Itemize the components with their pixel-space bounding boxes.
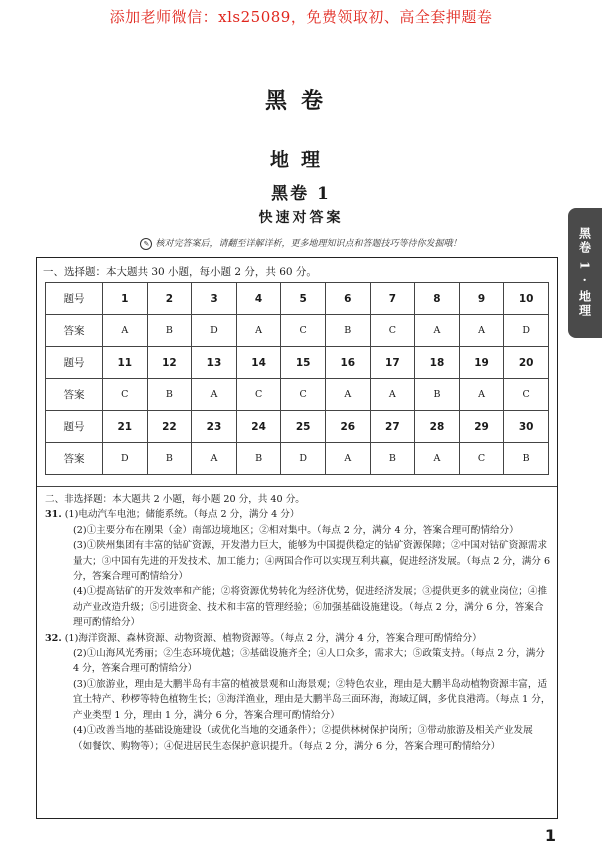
question-number-cell: 8 [415,283,460,315]
answer-cell: B [236,443,281,475]
answer-row [46,379,549,411]
page-number: 1 [544,826,556,845]
answer-cell: C [281,315,326,347]
question-number-row [46,411,549,443]
answer-cell: A [192,379,237,411]
notice [0,236,602,250]
section2-heading: 二、非选择题：本大题共 2 小题，每小题 20 分，共 40 分。 [45,494,305,505]
subtitle: 快速对答案 [258,210,344,226]
answer-cell: C [236,379,281,411]
q32-part2: (2)①山海风光秀丽；②生态环境优越；③基础设施齐全；④人口众多，需求大；⑤政策支持。（每点 2 分，满分 4 分，答案合理可酌情给分） [73,648,545,675]
pencil-icon: ✎ [140,238,152,250]
answer-cell: A [236,315,281,347]
question-number-cell: 29 [459,411,504,443]
answer-cell: B [147,443,192,475]
answer-table [45,282,549,475]
question-number-row [46,347,549,379]
q32-part1: 32. (1)海洋资源、森林资源、动物资源、植物资源等。（每点 2 分，满分 4 分，答案合理可酌情给分） [45,632,482,644]
notice-text: 核对完答案后，请翻至详解详析，更多地理知识点和答题技巧等待你发掘哦！ [155,239,462,249]
q31-part1: 31. (1)电动汽车电池；储能系统。（每点 2 分，满分 4 分） [45,509,300,521]
question-number-cell: 28 [415,411,460,443]
answer-cell: C [370,315,415,347]
q31-part3: (3)①陕州集团有丰富的钴矿资源，开发潜力巨大，能够为中国提供稳定的钴矿资源保障；②中国对钴矿资源需求量大；③中国有先进的开发技术、加工能力；④两国合作可以实现互利共赢，促进经济发展。（每点 2 分，满分 6 分，答案合理可酌情给分） [73,540,551,583]
q31-number: 31. [45,509,62,521]
q32-number: 32. [45,632,62,644]
answer-cell: D [103,443,148,475]
answer-cell: B [147,315,192,347]
divider [37,486,557,487]
question-number-cell: 14 [236,347,281,379]
question-number-cell: 7 [370,283,415,315]
answer-cell: C [504,379,549,411]
question-number-cell: 26 [325,411,370,443]
question-number-cell: 2 [147,283,192,315]
question-number-cell: 13 [192,347,237,379]
question-number-cell: 24 [236,411,281,443]
question-number-cell: 11 [103,347,148,379]
answer-row [46,443,549,475]
question-number-row [46,283,549,315]
q31-part4: (4)①提高钴矿的开发效率和产能；②将资源优势转化为经济优势，促进经济发展；③提供更多的就业岗位；④推动产业改造升级；⑤引进资金、技术和丰富的管理经验；⑥加强基础设施建设。（每点 2 分，满分 6 分，答案合理可酌情给分） [73,586,548,629]
question-number-cell: 21 [103,411,148,443]
question-number-cell: 15 [281,347,326,379]
answer-cell: A [370,379,415,411]
question-number-cell: 10 [504,283,549,315]
answer-box [36,257,558,819]
page-title: 黑卷 [264,88,337,114]
answer-cell: C [459,443,504,475]
promo-banner: 添加老师微信：xls25089，免费领取初、高全套押题卷 [109,8,493,26]
question-number-label: 题号 [46,411,103,443]
question-number-cell: 16 [325,347,370,379]
question-number-label: 题号 [46,283,103,315]
question-number-cell: 27 [370,411,415,443]
answer-cell: A [415,315,460,347]
answer-cell: A [103,315,148,347]
side-tab: 黑卷 1 · 地理 [568,208,602,338]
question-number-cell: 12 [147,347,192,379]
question-number-cell: 22 [147,411,192,443]
answer-cell: A [415,443,460,475]
answer-cell: C [103,379,148,411]
volume-title: 黑卷 1 [271,184,331,204]
q32-part3: (3)①旅游业，理由是大鹏半岛有丰富的植被景观和山海景观；②特色农业，理由是大鹏半岛动植物资源丰富，适宜土特产、秒椤等特色植物生长；③海洋渔业，理由是大鹏半岛三面环海，海域辽阔，多优良港湾。（每点 1 分，产业类型 1 分，理由 1 分，满分 6 分，答案合理可酌情给分） [73,678,551,721]
question-number-cell: 3 [192,283,237,315]
question-number-cell: 23 [192,411,237,443]
q32-part4: (4)①改善当地的基础设施建设（或优化当地的交通条件）；②提供林树保护岗所；③带动旅游及相关产业发展（如餐饮、购物等）；④促进居民生态保护意识提升。（每点 2 分，满分 6 分，答案合理可酌情给分） [73,725,533,752]
question-number-cell: 18 [415,347,460,379]
answer-cell: C [281,379,326,411]
answer-cell: B [325,315,370,347]
question-number-cell: 4 [236,283,281,315]
section1-heading: 一、选择题：本大题共 30 小题，每小题 2 分，共 60 分。 [43,266,317,278]
question-number-cell: 1 [103,283,148,315]
question-number-cell: 9 [459,283,504,315]
question-number-cell: 30 [504,411,549,443]
question-number-cell: 20 [504,347,549,379]
answer-cell: A [325,379,370,411]
answer-cell: D [192,315,237,347]
answer-cell: B [415,379,460,411]
q31-part2: (2)①主要分布在刚果（金）南部边境地区；②相对集中。（每点 2 分，满分 4 分，答案合理可酌情给分） [73,524,519,536]
free-response-answers [45,492,551,754]
answer-label: 答案 [46,315,103,347]
answer-row [46,315,549,347]
question-number-cell: 25 [281,411,326,443]
answer-cell: D [504,315,549,347]
subject-title: 地理 [269,149,332,171]
question-number-cell: 19 [459,347,504,379]
answer-cell: A [325,443,370,475]
answer-label: 答案 [46,443,103,475]
answer-label: 答案 [46,379,103,411]
question-number-label: 题号 [46,347,103,379]
question-number-cell: 6 [325,283,370,315]
question-number-cell: 17 [370,347,415,379]
answer-cell: B [147,379,192,411]
answer-cell: A [459,379,504,411]
question-number-cell: 5 [281,283,326,315]
answer-cell: D [281,443,326,475]
answer-cell: B [504,443,549,475]
answer-cell: A [459,315,504,347]
answer-cell: B [370,443,415,475]
answer-cell: A [192,443,237,475]
